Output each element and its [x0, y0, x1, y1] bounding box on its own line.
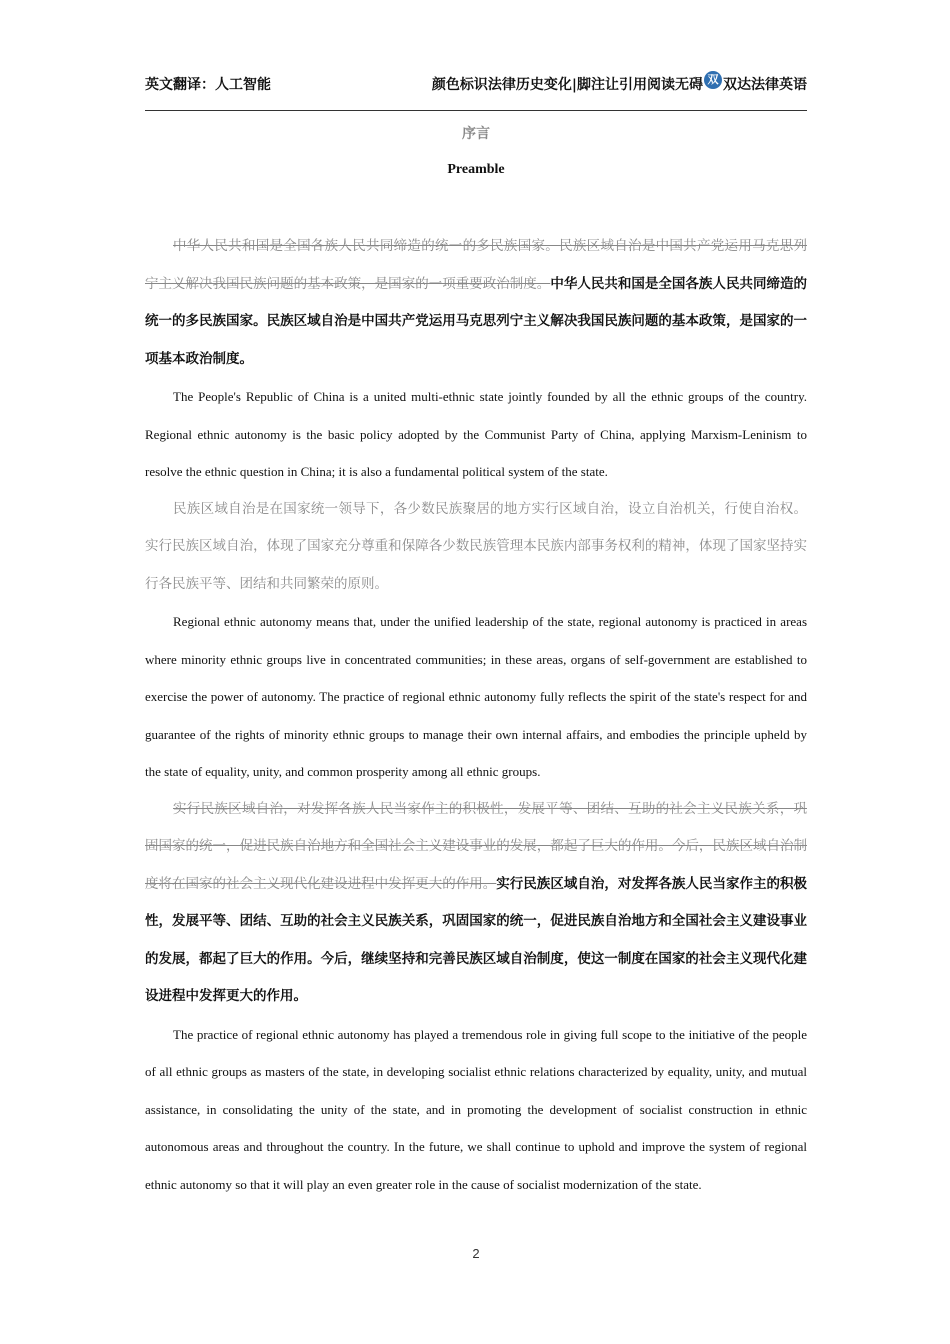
section-title-english: Preamble: [447, 162, 505, 177]
deleted-text: 中华人民共和国是全国各族人民共同缔造的统一的多民族国家。民族区域自治是中国共产党运用马克思列宁主义解决我国民族问题的基本政策，是国家的一项重要政治制度。: [145, 238, 807, 292]
amended-text: 中华人民共和国是全国各族人民共同缔造的统一的多民族国家。民族区域自治是中国共产党运用马克思列宁主义解决我国民族问题的基本政策，是国家的一项基本政治制度。: [145, 275, 807, 367]
header-brand: [432, 74, 807, 94]
paragraph-2-english: Regional ethnic autonomy means that, under the unified leadership of the state, regional autonomy is practiced in areas where minority ethnic groups live in concentrated communities; in these areas, organs of self-government are established to exercise the power of autonomy. The practice of regional ethnic autonomy fully reflects the spirit of the state's respect for and guarantee of the rights of minority ethnic groups to manage their own internal affairs, and embodies the principle upheld by the state of equality, unity, and common prosperity among all ethnic groups.: [145, 614, 807, 779]
paragraph-1-english: The People's Republic of China is a united multi-ethnic state jointly founded by all the ethnic groups of the country. Regional ethnic autonomy is the basic policy adopted by the Communist Party of China, applying Marxism-Leninism to resolve the ethnic question in China; it is also a fundamental political system of the state.: [145, 389, 807, 479]
paragraph-2-chinese: 民族区域自治是在国家统一领导下，各少数民族聚居的地方实行区域自治，设立自治机关，行使自治权。实行民族区域自治，体现了国家充分尊重和保障各少数民族管理本民族内部事务权利的精神，体现了国家坚持实行各民族平等、团结和共同繁荣的原则。: [145, 500, 807, 592]
section-title-chinese: 序言: [462, 126, 490, 142]
paragraph-3-chinese: [145, 791, 807, 1016]
header-brand-name: 双达法律英语: [723, 77, 807, 93]
document-body: [145, 228, 807, 1203]
page-number: 2: [472, 1246, 480, 1261]
paragraph-1-chinese: [145, 228, 807, 378]
header-tagline: 颜色标识法律历史变化|脚注让引用阅读无碍: [431, 77, 703, 93]
header-divider: [145, 110, 807, 111]
paragraph-3-english: The practice of regional ethnic autonomy has played a tremendous role in giving full scope to the initiative of the people of all ethnic groups as masters of the state, in developing socialist ethnic relations characterized by equality, unity, and mutual assistance, in consolidating the unity of the state, and in promoting the development of socialist construction in ethnic autonomous areas and throughout the country. In the future, we shall continue to uphold and improve the system of regional ethnic autonomy so that it will play an even greater role in the cause of socialist modernization of the state.: [145, 1026, 807, 1192]
amended-text: 实行民族区域自治，对发挥各族人民当家作主的积极性，发展平等、团结、互助的社会主义民族关系，巩固国家的统一，促进民族自治地方和全国社会主义建设事业的发展，都起了巨大的作用。今后，继续坚持和完善民族区域自治制度，使这一制度在国家的社会主义现代化建设进程中发挥更大的作用。: [145, 875, 808, 1004]
page-header: [145, 72, 807, 96]
deleted-text: 实行民族区域自治，对发挥各族人民当家作主的积极性，发展平等、团结、互助的社会主义民族关系，巩固国家的统一，促进民族自治地方和全国社会主义建设事业的发展，都起了巨大的作用。今后，民族区域自治制度将在国家的社会主义现代化建设进程中发挥更大的作用。: [145, 800, 807, 892]
header-translator-note: 英文翻译：人工智能: [145, 77, 271, 93]
brand-logo-icon: 双: [704, 71, 722, 89]
document-page: [145, 0, 807, 1344]
